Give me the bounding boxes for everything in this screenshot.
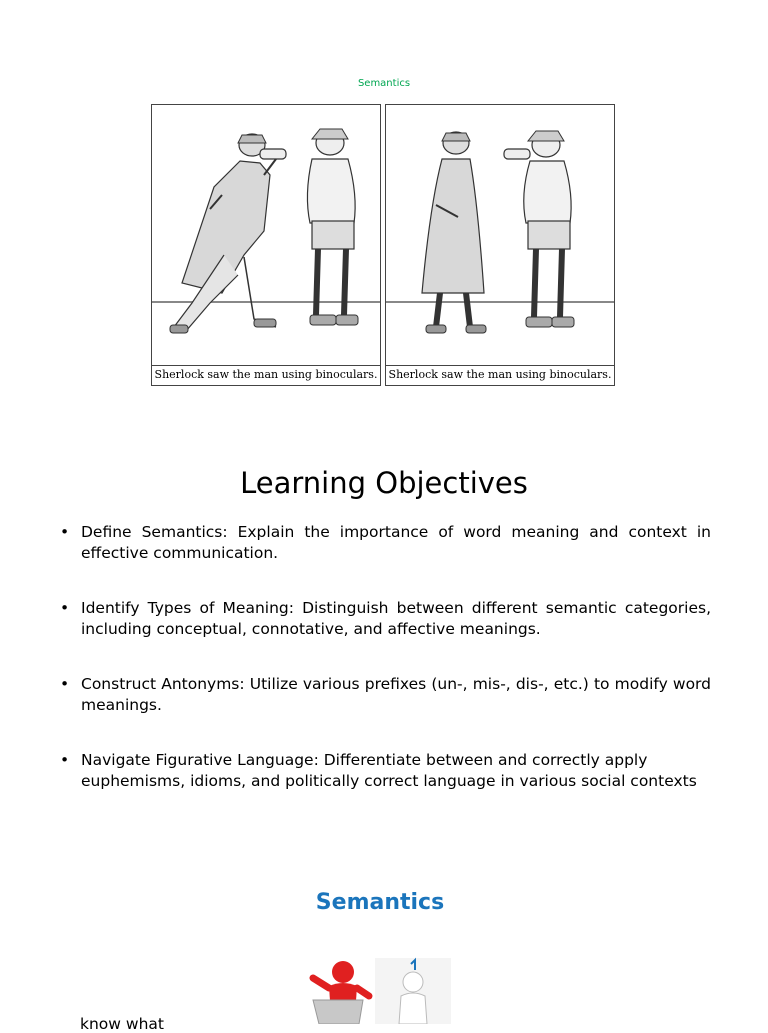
header-label: Semantics	[357, 78, 411, 89]
bullet-icon: •	[60, 523, 70, 541]
list-item	[56, 674, 711, 716]
sherlock-illustration	[151, 104, 617, 388]
list-item	[56, 750, 711, 792]
presenter-figures-icon	[303, 956, 453, 1024]
bullet-icon: •	[60, 675, 70, 693]
objective-text: Identify Types of Meaning: Distinguish between different semantic categories, including conceptual, connotative, and affective meanings.	[81, 599, 711, 638]
panel-caption-right: Sherlock saw the man using binoculars.	[386, 365, 614, 385]
page-title: Learning Objectives	[240, 466, 528, 500]
section-heading: Semantics	[315, 890, 445, 915]
objectives-list	[56, 522, 711, 826]
panel-caption-left: Sherlock saw the man using binoculars.	[152, 365, 380, 385]
objective-text: Construct Antonyms: Utilize various prefixes (un-, mis-, dis-, etc.) to modify word meanings.	[81, 675, 711, 714]
illustration-panel-left	[151, 104, 381, 386]
partial-body-text: know what	[80, 1015, 164, 1033]
illustration-panel-right	[385, 104, 615, 386]
presenter-clipart	[303, 956, 453, 1024]
sherlock-binoculars-scene-right	[386, 105, 614, 367]
list-item	[56, 598, 711, 640]
objective-text: Define Semantics: Explain the importance of word meaning and context in effective communication.	[81, 523, 711, 562]
bullet-icon: •	[60, 599, 70, 617]
objective-text: Navigate Figurative Language: Differentiate between and correctly apply euphemisms, idioms, and politically correct language in various social contexts	[81, 751, 697, 790]
bullet-icon: •	[60, 751, 70, 769]
list-item	[56, 522, 711, 564]
sherlock-binoculars-scene-left	[152, 105, 380, 367]
